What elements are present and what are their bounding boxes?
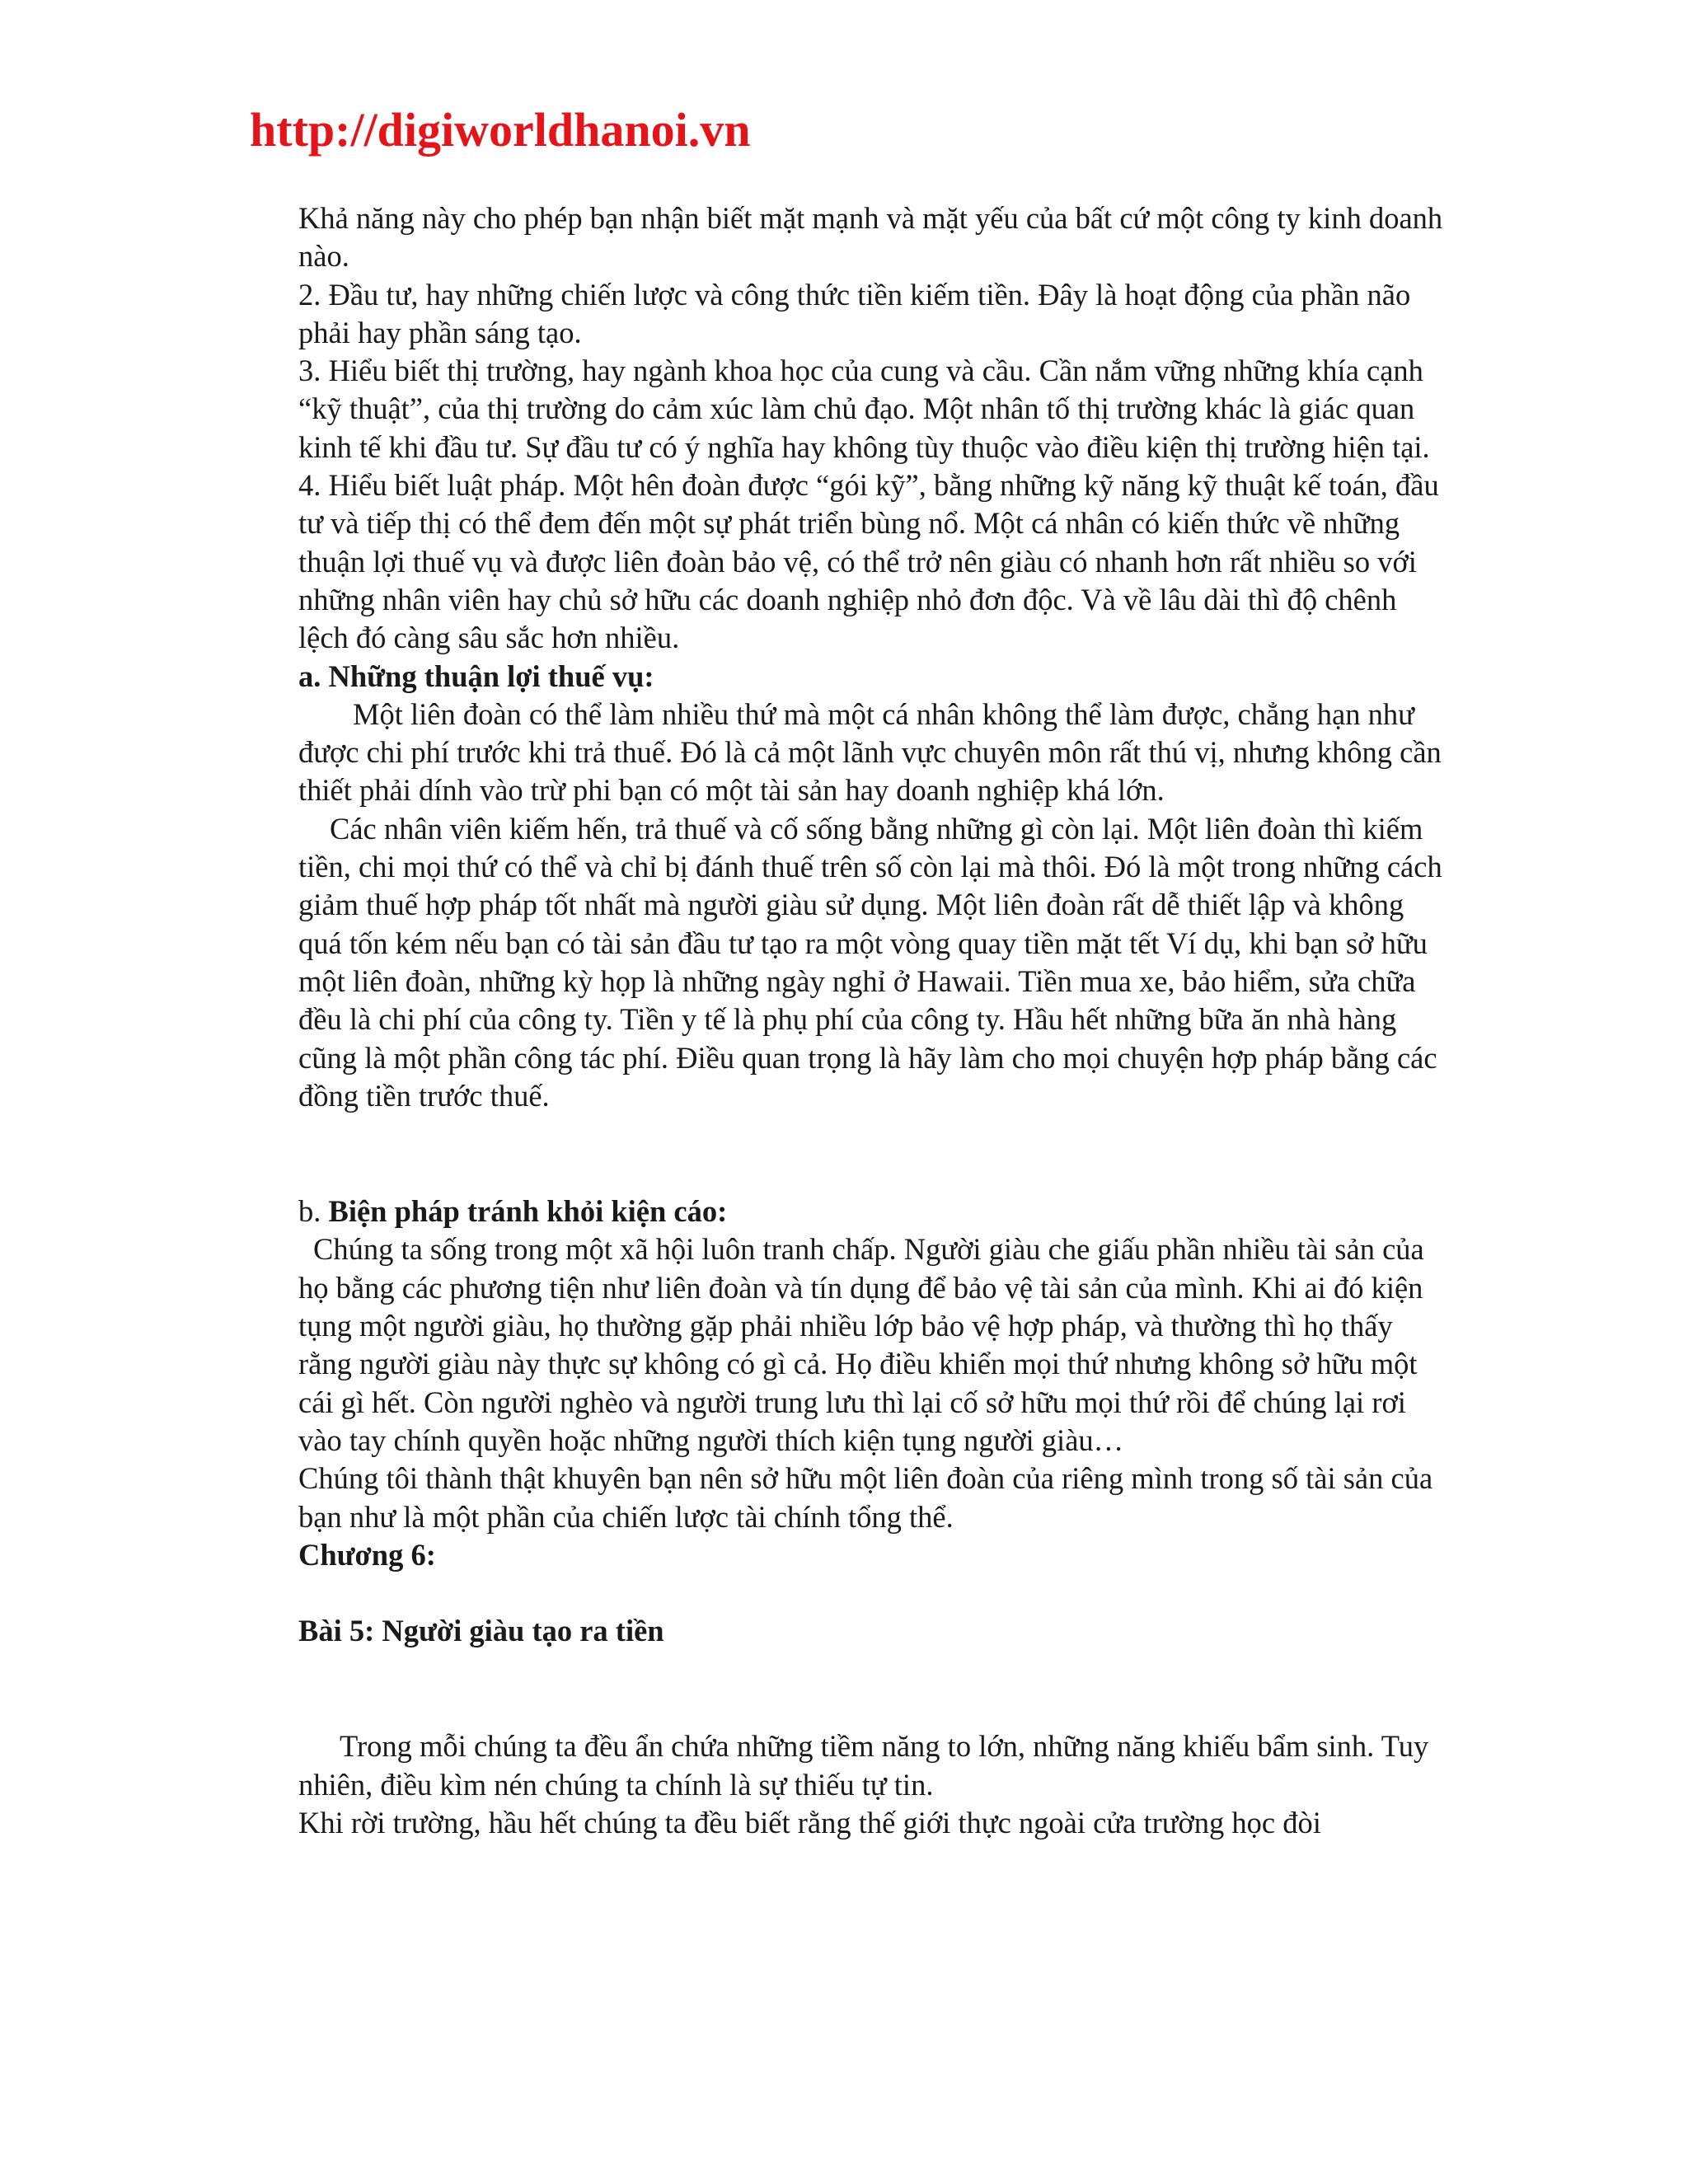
spacer	[298, 1650, 1452, 1727]
section-a-paragraph-1: Một liên đoàn có thể làm nhiều thứ mà một cá nhân không thể làm được, chẳng hạn như được chi phí trước khi trả thuế. Đó là cả một lãnh vực chuyên môn rất thú vị, nhưng không cần thiết phải dính vào trừ phi bạn có một tài sản hay doanh nghiệp khá lớn.	[298, 696, 1442, 808]
spacer	[298, 1574, 1452, 1612]
section-heading-b-prefix: b.	[298, 1194, 329, 1229]
header-site-link[interactable]: http://digiworldhanoi.vn	[250, 103, 751, 157]
section-b-paragraph-2: Chúng tôi thành thật khuyên bạn nên sở hữu một liên đoàn của riêng mình trong số tài sản của bạn như là một phần của chiến lược tài chính tổng thể.	[298, 1461, 1433, 1534]
list-item-4: 4. Hiểu biết luật pháp. Một hên đoàn được “gói kỹ”, bằng những kỹ năng kỹ thuật kế toán, đầu tư và tiếp thị có thể đem đến một sự phát triển bùng nổ. Một cá nhân có kiến thức về những thuận lợi thuế vụ và được liên đoàn bảo vệ, có thể trở nên giàu có nhanh hơn rất nhiều so với những nhân viên hay chủ sở hữu các doanh nghiệp nhỏ đơn độc. Và về lâu dài thì độ chênh lệch đó càng sâu sắc hơn nhiều.	[298, 468, 1439, 655]
section-a-paragraph-2: Các nhân viên kiếm hến, trả thuế và cố sống bằng những gì còn lại. Một liên đoàn thì kiếm tiền, chi mọi thứ có thể và chỉ bị đánh thuế trên số còn lại mà thôi. Đó là một trong những cách giảm thuế hợp pháp tốt nhất mà người giàu sử dụng. Một liên đoàn rất dễ thiết lập và không quá tốn kém nếu bạn có tài sản đầu tư tạo ra một vòng quay tiền mặt tết Ví dụ, khi bạn sở hữu một liên đoàn, những kỳ họp là những ngày nghỉ ở Hawaii. Tiền mua xe, bảo hiểm, sửa chữa đều là chi phí của công ty. Tiền y tế là phụ phí của công ty. Hầu hết những bữa ăn nhà hàng cũng là một phần công tác phí. Điều quan trọng là hãy làm cho mọi chuyện hợp pháp bằng các đồng tiền trước thuế.	[298, 811, 1442, 1113]
lesson-paragraph-1: Trong mỗi chúng ta đều ẩn chứa những tiềm năng to lớn, những năng khiếu bẩm sinh. Tuy nhiên, điều kìm nén chúng ta chính là sự thiếu tự tin.	[298, 1729, 1429, 1802]
section-b-paragraph-1: Chúng ta sống trong một xã hội luôn tranh chấp. Người giàu che giấu phần nhiều tài sản của họ bằng các phương tiện như liên đoàn và tín dụng để bảo vệ tài sản của mình. Khi ai đó kiện tụng một người giàu, họ thường gặp phải nhiều lớp bảo vệ hợp pháp, và thường thì họ thấy rằng người giàu này thực sự không có gì cả. Họ điều khiển mọi thứ nhưng không sở hữu một cái gì hết. Còn người nghèo và người trung lưu thì lại cố sở hữu mọi thứ rồi để chúng lại rơi vào tay chính quyền hoặc những người thích kiện tụng người giàu…	[298, 1232, 1424, 1457]
lesson-paragraph-2: Khi rời trường, hầu hết chúng ta đều biết rằng thế giới thực ngoài cửa trường học đòi	[298, 1805, 1321, 1840]
list-item-2: 2. Đầu tư, hay những chiến lược và công thức tiền kiếm tiền. Đây là hoạt động của phần não phải hay phần sáng tạo.	[298, 277, 1411, 349]
document-body	[298, 199, 1452, 1842]
intro-paragraph: Khả năng này cho phép bạn nhận biết mặt mạnh và mặt yếu của bất cứ một công ty kinh doanh nào.	[298, 201, 1443, 274]
section-heading-b	[298, 1193, 1452, 1230]
chapter-heading: Chương 6:	[298, 1537, 436, 1572]
section-heading-b-title: Biện pháp tránh khỏi kiện cáo:	[328, 1194, 728, 1229]
section-heading-a: a. Những thuận lợi thuế vụ:	[298, 658, 654, 693]
lesson-heading: Bài 5: Người giàu tạo ra tiền	[298, 1614, 664, 1648]
spacer	[298, 1115, 1452, 1193]
list-item-3: 3. Hiểu biết thị trường, hay ngành khoa học của cung và cầu. Cần nắm vững những khía cạnh “kỹ thuật”, của thị trường do cảm xúc làm chủ đạo. Một nhân tố thị trường khác là giác quan kinh tế khi đầu tư. Sự đầu tư có ý nghĩa hay không tùy thuộc vào điều kiện thị trường hiện tại.	[298, 354, 1430, 464]
